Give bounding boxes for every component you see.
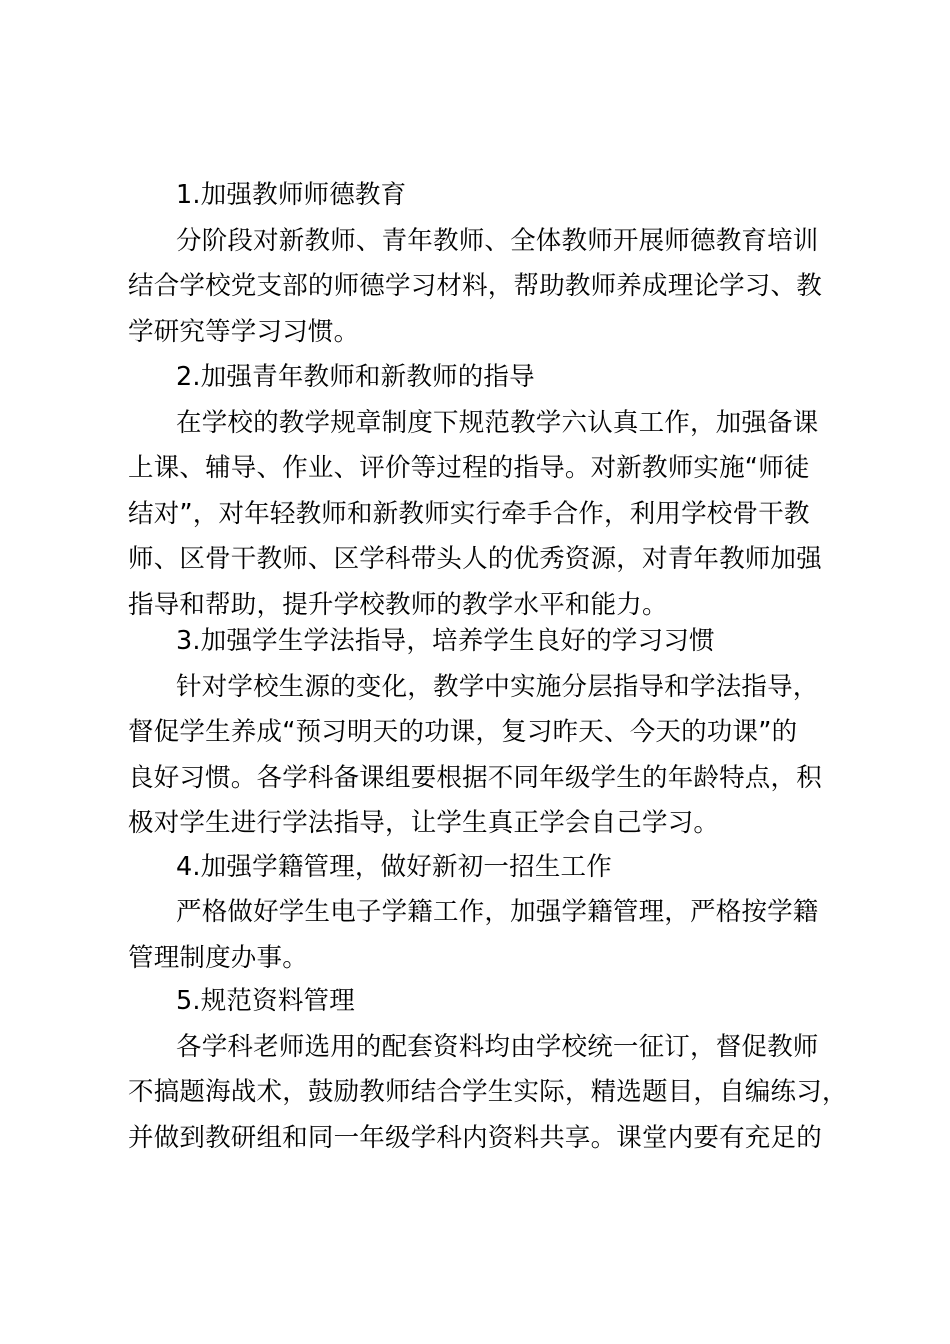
paragraph-line: 各学科老师选用的配套资料均由学校统一征订，督促教师 [176,1032,819,1062]
paragraph-line: 不搞题海战术，鼓励教师结合学生实际，精选题目，自编练习， [128,1077,848,1107]
paragraph-line: 管理制度办事。 [128,943,308,973]
section-heading-3: 3.加强学生学法指导，培养学生良好的学习习惯 [176,626,715,656]
paragraph-line: 严格做好学生电子学籍工作，加强学籍管理，严格按学籍 [176,897,819,927]
section-heading-2: 2.加强青年教师和新教师的指导 [176,362,535,392]
paragraph-line: 良好习惯。各学科备课组要根据不同年级学生的年龄特点，积 [128,763,822,793]
paragraph-line: 在学校的教学规章制度下规范教学六认真工作，加强备课 [176,408,819,438]
paragraph-line: 针对学校生源的变化，教学中实施分层指导和学法指导， [176,672,819,702]
section-heading-5: 5.规范资料管理 [176,986,355,1016]
paragraph-line: 督促学生养成“预习明天的功课，复习昨天、今天的功课”的 [128,717,798,747]
paragraph-line: 分阶段对新教师、青年教师、全体教师开展师德教育培训 [176,226,819,256]
section-heading-4: 4.加强学籍管理，做好新初一招生工作 [176,852,612,882]
paragraph-line: 结合学校党支部的师德学习材料，帮助教师养成理论学习、教 [128,271,822,301]
paragraph-line: 上课、辅导、作业、评价等过程的指导。对新教师实施“师徒 [128,453,810,483]
paragraph-line: 师、区骨干教师、区学科带头人的优秀资源，对青年教师加强 [128,544,822,574]
paragraph-line: 并做到教研组和同一年级学科内资料共享。课堂内要有充足的 [128,1123,822,1153]
paragraph-line: 极对学生进行学法指导，让学生真正学会自己学习。 [128,808,720,838]
section-heading-1: 1.加强教师师德教育 [176,180,407,210]
paragraph-line: 学研究等学习习惯。 [128,317,360,347]
paragraph-line: 指导和帮助，提升学校教师的教学水平和能力。 [128,590,668,620]
paragraph-line: 结对”，对年轻教师和新教师实行牵手合作，利用学校骨干教 [128,499,810,529]
